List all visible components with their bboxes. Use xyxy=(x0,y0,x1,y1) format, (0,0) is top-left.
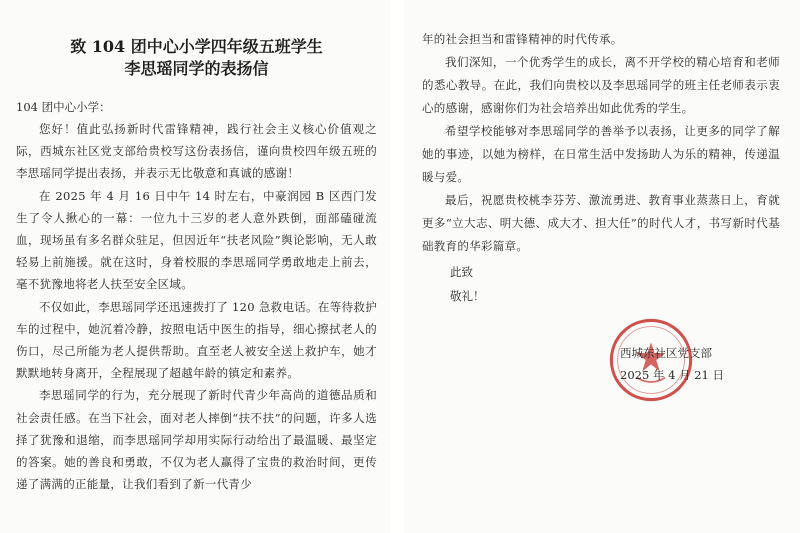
paragraph-praise: 李思瑶同学的行为，充分展现了新时代青少年高尚的道德品质和社会责任感。在当下社会，面对老人摔倒“扶不扶”的问题，许多人选择了犹豫和退缩，而李思瑶同学却用实际行动给出了最温暖、最坚定的答案。她的善良和勇敢，不仅为老人赢得了宝贵的救治时间，更传递了满满的正能量，让我们看到了新一代青少 xyxy=(16,388,377,492)
paragraph-greeting: 您好！值此弘扬新时代雷锋精神，践行社会主义核心价值观之际，西城东社区党支部给贵校写这份表扬信，谨向贵校四年级五班的李思瑶同学提出表扬，并表示无比敬意和真诚的感谢！ xyxy=(16,122,377,181)
paragraph-wishes: 最后，祝愿贵校桃李芬芳、激流勇进、教育事业蒸蒸日上，育就更多“立大志、明大德、成大才、担大任”的时代人才，书写新时代基础教育的华彩篇章。 xyxy=(422,193,780,253)
letter-page-right xyxy=(404,0,800,533)
signature-block xyxy=(620,342,724,386)
signature-date: 2025 年 4 月 21 日 xyxy=(620,368,724,382)
page-gap xyxy=(391,0,404,533)
salutation: 104 团中心小学： xyxy=(16,100,111,114)
title-line-1: 致 104 团中心小学四年级五班学生 xyxy=(70,37,323,56)
paragraph-continuation: 年的社会担当和雷锋精神的时代传承。 xyxy=(422,32,623,46)
paragraph-hope: 希望学校能够对李思瑶同学的善举予以表扬，让更多的同学了解她的事迹，以她为榜样，在日常生活中发扬助人为乐的精神，传递温暖与爱。 xyxy=(422,124,780,184)
paragraph-incident: 在 2025 年 4 月 16 日中午 14 时左右，中豪润园 B 区西门发生了令人揪心的一幕：一位九十三岁的老人意外跌倒，面部磕碰流血，现场虽有多名群众驻足，但因近年“扶老风险”舆论影响，无人敢轻易上前施援。就在这时，身着校服的李思瑶同学勇敢地走上前去，毫不犹豫地将老人扶至安全区域。 xyxy=(16,188,377,292)
paragraph-first-aid: 不仅如此，李思瑶同学还迅速拨打了 120 急救电话。在等待救护车的过程中，她沉着冷静，按照电话中医生的指导，细心擦拭老人的伤口，尽己所能为老人提供帮助。直至老人被安全送上救护车，她才默默地转身离开，全程展现了超越年龄的镇定和素养。 xyxy=(16,299,377,381)
closing-cizhi: 此致 xyxy=(450,265,473,279)
letter-page-left xyxy=(0,0,391,533)
paragraph-thanks: 我们深知，一个优秀学生的成长，离不开学校的精心培育和老师的悉心教导。在此，我们向贵校以及李思瑶同学的班主任老师表示衷心的感谢，感谢你们为社会培养出如此优秀的学生。 xyxy=(422,55,780,115)
closing-jingli: 敬礼！ xyxy=(450,289,485,303)
letter-title xyxy=(16,36,377,80)
title-line-2: 李思瑶同学的表扬信 xyxy=(124,59,269,78)
signature-org: 西城东社区党支部 xyxy=(620,346,712,360)
